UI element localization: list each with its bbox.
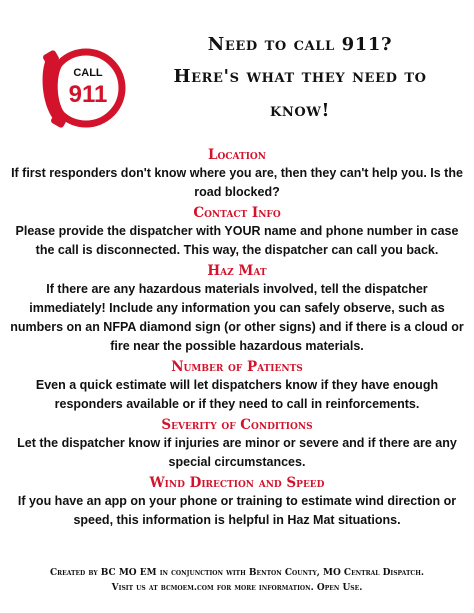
section-body: If there are any hazardous materials involved, tell the dispatcher immediately! Include any information you can safely observe, such as numbers on an NFPA diamond sign (or other signs) and if there is a cloud or fire near the possible hazardous materials. <box>10 282 464 353</box>
phone-handset-icon <box>43 56 64 120</box>
section-haz-mat <box>10 262 464 356</box>
footer-credit: Created by BC MO EM in conjunction with Benton County, MO Central Dispatch. <box>49 568 425 578</box>
section-heading: Haz Mat <box>207 263 267 279</box>
page-title-line-2: Here's what they need to <box>173 66 427 87</box>
section-number-of-patients <box>10 358 464 414</box>
logo-911-text: 911 <box>68 81 108 108</box>
section-body: If you have an app on your phone or training to estimate wind direction or speed, this information is helpful in Haz Mat situations. <box>17 494 457 527</box>
call-911-logo <box>38 42 130 134</box>
section-heading: Contact Info <box>193 205 281 221</box>
section-wind-direction <box>10 474 464 530</box>
page-title-line-3: know! <box>269 100 330 121</box>
section-body: Even a quick estimate will let dispatchers know if they have enough responders available or if they need to call in reinforcements. <box>35 378 439 411</box>
section-heading: Wind Direction and Speed <box>149 475 325 491</box>
logo-call-text: CALL <box>73 67 103 79</box>
page-title-line-1: Need to call 911? <box>207 34 393 55</box>
section-heading: Number of Patients <box>171 359 303 375</box>
section-heading: Severity of Conditions <box>161 417 313 433</box>
section-location <box>10 146 464 202</box>
footer <box>0 566 474 596</box>
section-body: Let the dispatcher know if injuries are minor or severe and if there are any special circumstances. <box>17 436 457 469</box>
section-contact-info <box>10 204 464 260</box>
info-sections <box>10 146 464 532</box>
section-body: Please provide the dispatcher with YOUR name and phone number in case the call is disconnected. This way, the dispatcher can call you back. <box>15 224 459 257</box>
section-severity-of-conditions <box>10 416 464 472</box>
section-heading: Location <box>208 147 266 163</box>
section-body: If first responders don't know where you are, then they can't help you. Is the road blocked? <box>11 166 463 199</box>
footer-website: Visit us at bcmoem.com for more information. Open Use. <box>111 583 363 593</box>
